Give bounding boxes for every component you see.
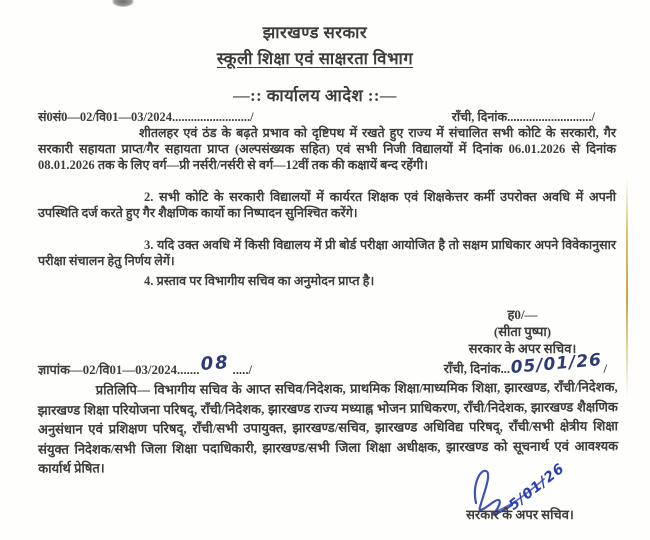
order-paragraph-2: 2. सभी कोटि के सरकारी विद्यालयों में कार्यरत शिक्षक एवं शिक्षकेत्तर कर्मी उपरोक्त अवधि में अपनी उपस्थिति दर्ज करते हुए गैर शैक्षणिक कार्यो का निष्पादन सुनिश्चित करेंगे।	[38, 190, 616, 221]
office-order-title: —:: कार्यालय आदेश ::—	[233, 86, 397, 105]
memo-date-suffix: /	[603, 362, 607, 376]
memo-place-date-label: राँची, दिनांक...	[443, 362, 511, 376]
handwritten-signature-date: 5/01/26	[506, 460, 568, 514]
document-header	[0, 20, 630, 106]
order-paragraph-4: 4. प्रस्ताव पर विभागीय सचिव का अनुमोदन प्राप्त है।	[144, 274, 375, 288]
scan-artifact-line	[626, 178, 628, 398]
memo-date-line	[443, 350, 607, 379]
memo-line	[38, 350, 615, 379]
footer-designation: सरकार के अपर सचिव।	[466, 507, 574, 522]
memo-number-suffix: ...../	[232, 363, 253, 377]
memo-number-line	[38, 352, 253, 379]
footer-signature-area	[420, 460, 630, 533]
department-title: स्कूली शिक्षा एवं साक्षरता विभाग	[216, 49, 414, 68]
place-date-blank: राँची, दिनांक.........................../	[451, 110, 595, 124]
government-title: झारखण्ड सरकार	[262, 23, 368, 42]
signatory-name: (सीता पुष्पा)	[493, 324, 552, 339]
punch-hole-mark	[112, 0, 134, 7]
reference-number: सं0सं0—02/वि01—03/2024........................./	[38, 110, 254, 124]
memo-number-prefix: ज्ञापांक—02/वि01—03/2024.......	[38, 363, 200, 377]
order-paragraph-1: शीतलहर एवं ठंड के बढ़ते प्रभाव को दृष्टिपथ में रखते हुए राज्य में संचालित सभी कोटि के सरकारी, गैर सरकारी सहायता प्राप्त/गैर सहायता प्राप्त (अल्पसंख्यक सहित) एवं सभी निजी विद्यालयों में दिनांक 06.01.2026 से दिनांक 08.01.2026 तक के लिए वर्ग—प्री नर्सरी/नर्सरी से वर्ग—12वीं तक की कक्षायें बन्द रहेंगी।	[38, 126, 616, 173]
signatory-designation: सरकार के अपर सचिव।	[468, 341, 577, 356]
order-paragraph-3: 3. यदि उक्त अवधि में किसी विद्यालय में प्री बोर्ड परीक्षा आयोजित है तो सक्षम प्राधिकार अपने विवेकानुसार परीक्षा संचालन हेतु निर्णय लेगें।	[38, 238, 616, 269]
reference-line	[38, 108, 615, 125]
handwritten-memo-number: 08	[200, 352, 231, 376]
handwritten-date: 05/01/26	[510, 350, 603, 378]
copy-distribution-list: प्रतिलिपि— विभागीय सचिव के आप्त सचिव/निदेशक, प्राथमिक शिक्षा/माध्यमिक शिक्षा, झारखण्ड, राँची/निदेशक, झारखण्ड शिक्षा परियोजना परिषद्, राँची/निदेशक, झारखण्ड राज्य मध्याह्न भोजन प्राधिकरण, राँची/निदेशक, झारखण्ड शैक्षणिक अनुसंधान एवं प्रशिक्षण परिषद्, राँची/सभी उपायुक्त, झारखण्ड/सचिव, झारखण्ड अधिविद्य परिषद्, राँची/सभी क्षेत्रीय शिक्षा संयुक्त निदेशक/सभी जिला शिक्षा पदाधिकारी, झारखण्ड/सभी जिला शिक्षा अधीक्षक, झारखण्ड को सूचनार्थ एवं आवश्यक कार्यार्थ प्रेषित।	[37, 379, 619, 476]
signed-marker: ह0/—	[507, 307, 538, 322]
